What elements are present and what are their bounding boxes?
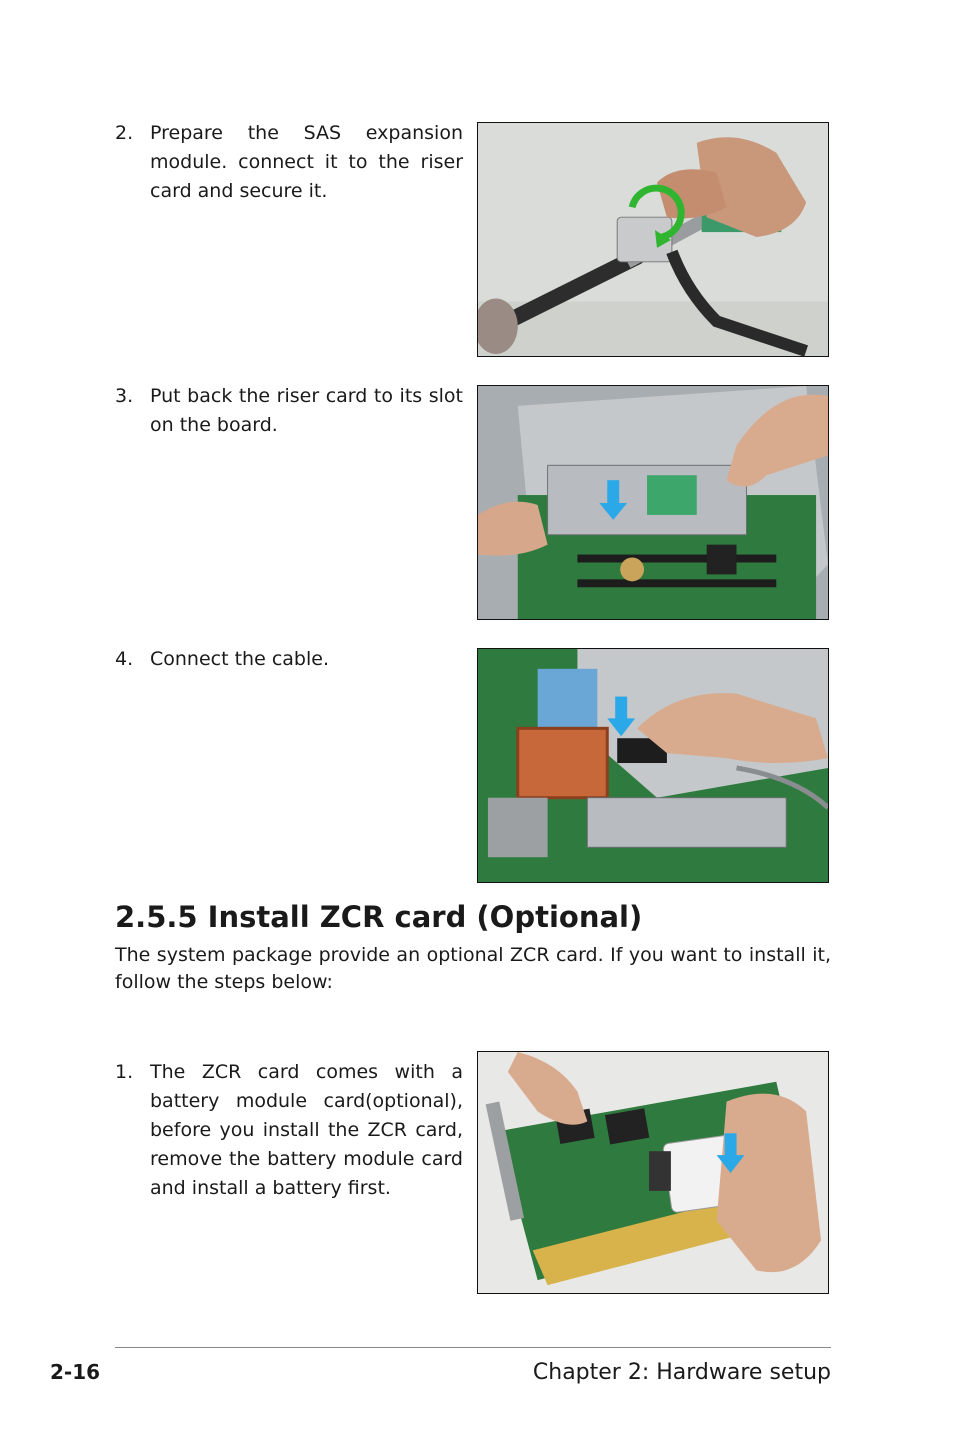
step-2 [115,119,463,206]
step-text: Connect the cable. [150,648,329,670]
page-number: 2-16 [50,1360,101,1384]
sas-module-photo [477,122,829,357]
zcr-step-1 [115,1058,463,1203]
section-heading: 2.5.5 Install ZCR card (Optional) [115,900,643,934]
step-number: 3. [115,385,134,407]
step-4 [115,645,463,674]
step-number: 4. [115,648,134,670]
chapter-title: Chapter 2: Hardware setup [532,1360,831,1385]
zcr-card-photo [477,1051,829,1294]
step-text: Put back the riser card to its slot on the board. [150,385,463,436]
step-number: 1. [115,1061,134,1083]
step-text: Prepare the SAS expansion module. connect it to the riser card and secure it. [150,122,463,202]
step-number: 2. [115,122,134,144]
step-text: The ZCR card comes with a battery module card(optional), before you install the ZCR card, remove the battery module card and install a battery first. [150,1061,463,1199]
section-intro: The system package provide an optional ZCR card. If you want to install it, follow the steps below: [115,944,831,993]
footer-rule [115,1347,831,1348]
cable-connect-photo [477,648,829,883]
step-3 [115,382,463,440]
riser-card-photo [477,385,829,620]
